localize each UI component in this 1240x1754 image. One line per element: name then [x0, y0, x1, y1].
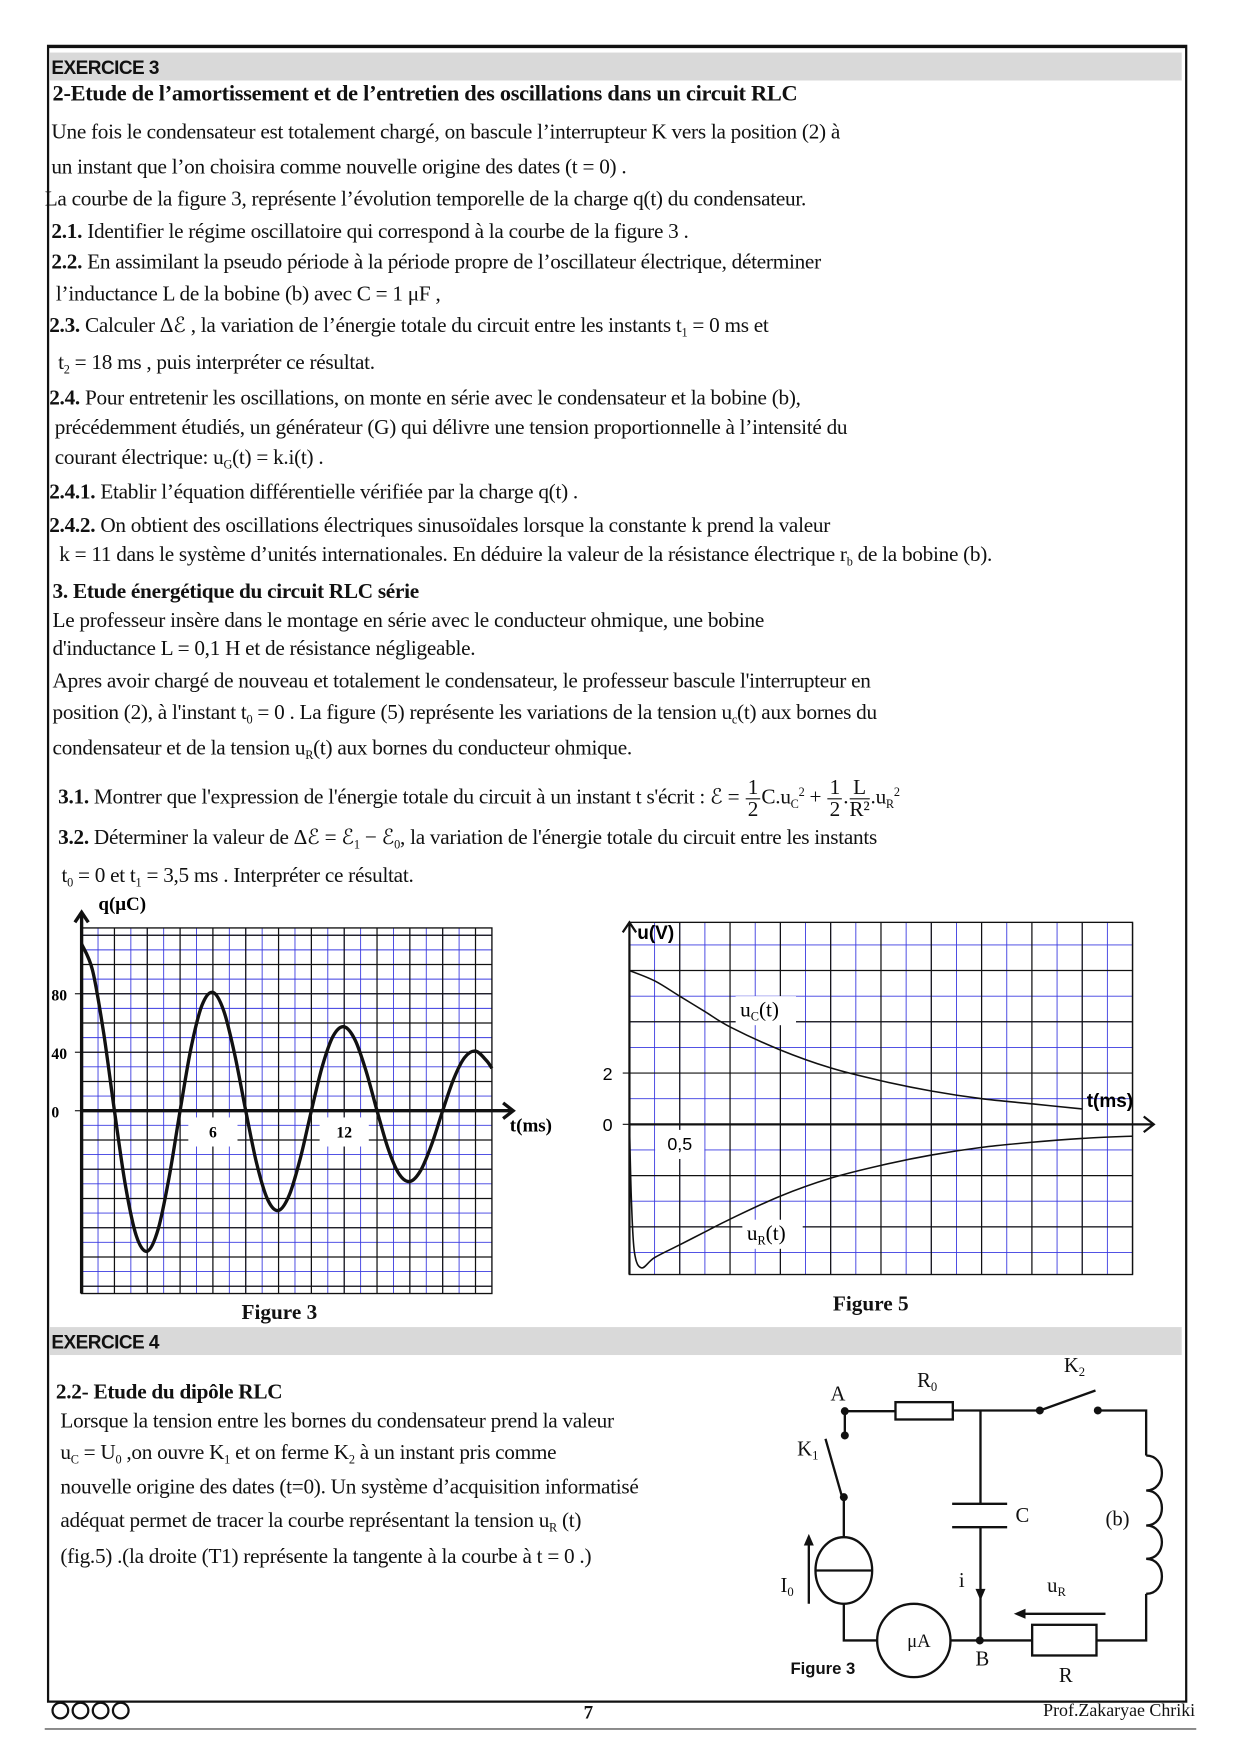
text-segment: b: [846, 555, 853, 570]
sa-icon: [112, 1702, 130, 1720]
text-segment: précédemment étudiés, un générateur (G) qui délivre une tension proportionnelle à l’intensité du: [54, 415, 848, 440]
text-segment: 2: [893, 785, 900, 800]
y-axis-label: q(μC): [98, 894, 147, 916]
text-segment: = 0 ms et: [687, 314, 769, 338]
text-segment: R: [305, 749, 314, 763]
text-segment: G: [223, 458, 233, 472]
text-segment: (t) = k.i(t) .: [232, 446, 324, 470]
text-segment: En assimilant la pseudo période à la période propre de l’oscillateur électrique, déterminer: [82, 250, 821, 274]
y-axis-label: u(V): [637, 923, 675, 945]
figure5-caption: Figure 5: [832, 1292, 909, 1316]
figure3-caption: Figure 3: [241, 1301, 318, 1325]
text-segment: courant électrique: u: [54, 446, 224, 470]
text-segment: = 18 ms , puis interpréter ce résultat.: [69, 351, 375, 375]
text-segment: C: [70, 1453, 79, 1467]
cc-icon: [51, 1702, 69, 1720]
x-tick-label: 0,5: [667, 1134, 693, 1155]
label-k2: K2: [1063, 1355, 1086, 1380]
text-segment: u: [60, 1441, 71, 1465]
series-label-part: u: [746, 1220, 758, 1245]
text-line: [60, 1476, 638, 1501]
y-tick-label: 0: [602, 1115, 613, 1136]
circuit-caption: Figure 3: [790, 1658, 856, 1678]
question-number: 2.2- Etude du dipôle RLC: [55, 1380, 283, 1405]
text-segment: d'inductance L = 0,1 H et de résistance négligeable.: [52, 637, 476, 661]
question-number: 3.1.: [58, 785, 89, 810]
question-number: 2.4.: [49, 386, 80, 411]
label-i0: I0: [780, 1575, 794, 1600]
circuit-diagram: [780, 1340, 1180, 1700]
series-label-part: u: [740, 997, 751, 1022]
by-icon: [92, 1702, 110, 1720]
exercise3-header: EXERCICE 3: [49, 53, 1182, 81]
series-label-part: C: [750, 1009, 759, 1024]
label-r: R: [1058, 1665, 1073, 1688]
text-segment: 2: [348, 1453, 355, 1467]
license-icons: [51, 1702, 129, 1720]
text-segment: 1: [353, 838, 360, 852]
text-line: [60, 1410, 613, 1435]
text-segment: Déterminer la valeur de Δℰ = ℰ: [88, 826, 354, 850]
text-segment: .u: [870, 785, 886, 810]
text-segment: = 0 et t: [72, 864, 136, 888]
question-number: 2.2.: [51, 250, 83, 274]
text-segment: = 3,5 ms . Interpréter ce résultat.: [141, 864, 414, 888]
series-label-part: (t): [765, 1220, 786, 1245]
text-segment: et on ferme K: [230, 1441, 349, 1465]
y-tick-label: 2: [602, 1063, 613, 1084]
label-ammeter: μA: [907, 1631, 931, 1653]
text-segment: 0: [246, 713, 253, 727]
text-line: [60, 1441, 556, 1466]
label-ur: uR: [1047, 1575, 1066, 1600]
series-label: [747, 1221, 786, 1247]
x-tick-label: 6: [208, 1124, 217, 1142]
text-segment: Une fois le condensateur est totalement chargé, on bascule l’interrupteur K vers la position (2) à: [51, 120, 841, 145]
question-number: 2.4.1.: [49, 480, 96, 505]
text-segment: , la variation de l'énergie totale du circuit entre les instants: [400, 826, 877, 850]
text-segment: condensateur et de la tension u: [52, 736, 306, 761]
text-segment: Identifier le régime oscillatoire qui correspond à la courbe de la figure 3 .: [82, 220, 689, 244]
text-segment: Calculer Δℰ , la variation de l’énergie totale du circuit entre les instants t: [79, 314, 682, 338]
resistor-r: [1032, 1625, 1096, 1656]
fraction-part: R²: [849, 798, 870, 822]
text-segment: R: [549, 1521, 557, 1536]
resistor-r0: [895, 1402, 952, 1419]
x-axis-label: t(ms): [509, 1115, 553, 1137]
text-segment: .: [843, 785, 849, 810]
text-segment: La courbe de la figure 3, représente l’évolution temporelle de la charge q(t) du condensateur.: [44, 187, 807, 212]
text-segment: t: [58, 351, 64, 375]
fraction-part: 1: [827, 777, 842, 799]
label-r0: R0: [917, 1370, 938, 1395]
text-segment: C.u: [761, 785, 791, 810]
author: Prof.Zakaryae Chriki: [1043, 1701, 1196, 1721]
question-number: 2.3.: [49, 314, 80, 338]
series-qt: [82, 944, 492, 1251]
label-c: C: [1015, 1505, 1030, 1528]
question-number: 3.2.: [58, 826, 89, 850]
text-segment: 1: [135, 876, 142, 890]
text-segment: (fig.5) .(la droite (T1) représente la tangente à la courbe à t = 0 .): [60, 1545, 592, 1569]
text-segment: Apres avoir chargé de nouveau et totalement le condensateur, le professeur bascule l'interrupteur en: [52, 669, 871, 694]
label-b: B: [975, 1648, 990, 1671]
text-segment: Etablir l’équation différentielle vérifiée par la charge q(t) .: [95, 480, 578, 505]
y-tick-label: 0: [51, 1104, 60, 1122]
text-segment: 0: [67, 876, 73, 890]
nc-icon: [72, 1702, 90, 1720]
text-line: [60, 1509, 581, 1534]
text-segment: c: [731, 713, 738, 727]
label-coil: (b): [1105, 1508, 1130, 1531]
text-segment: 2: [63, 363, 70, 377]
x-axis-label: t(ms): [1086, 1090, 1134, 1112]
footer-rule: [45, 1728, 1197, 1729]
text-segment: Pour entretenir les oscillations, on monte en série avec le condensateur et la bobine (b),: [79, 386, 801, 411]
text-segment: = U: [78, 1441, 116, 1465]
current-arrow-icon: [975, 1589, 985, 1601]
text-segment: 1: [681, 326, 688, 340]
capacitor-c: [952, 1410, 1007, 1640]
text-segment: nouvelle origine des dates (t=0). Un système d’acquisition informatisé: [60, 1475, 639, 1500]
fraction-part: 2: [829, 798, 840, 822]
text-segment: On obtient des oscillations électriques sinusoïdales lorsque la constante k prend la valeur: [95, 514, 830, 538]
x-tick-label: 12: [336, 1124, 353, 1142]
question-number: 2.4.2.: [49, 514, 96, 538]
text-segment: = 0 . La figure (5) représente les variations de la tension u: [252, 700, 732, 725]
text-line: [60, 1545, 591, 1570]
wire-top-left: [845, 1410, 1146, 1640]
series-label-part: R: [757, 1233, 766, 1248]
series-label-part: (t): [758, 997, 779, 1022]
question-number: 2.1.: [51, 220, 83, 244]
text-segment: Le professeur insère dans le montage en série avec le conducteur ohmique, une bobine: [52, 609, 764, 633]
text-segment: 0: [115, 1453, 122, 1467]
text-segment: adéquat permet de tracer la courbe représentant la tension u: [60, 1509, 550, 1533]
text-segment: +: [804, 785, 827, 810]
text-segment: 0: [394, 838, 401, 852]
label-i: i: [958, 1570, 965, 1593]
text-segment: (t) aux bornes du conducteur ohmique.: [313, 736, 632, 761]
label-a: A: [830, 1383, 846, 1406]
coil-b: [1146, 1455, 1162, 1593]
text-segment: position (2), à l'instant t: [52, 700, 247, 725]
text-segment: − ℰ: [359, 826, 395, 850]
fraction-part: 2: [747, 798, 759, 822]
text-segment: un instant que l’on choisira comme nouvelle origine des dates (t = 0) .: [51, 155, 627, 179]
fraction-part: L: [849, 777, 869, 799]
label-k1: K1: [797, 1438, 819, 1463]
switch-k2: [1040, 1390, 1096, 1410]
y-tick-label: 80: [51, 987, 68, 1005]
text-segment: 2: [798, 785, 805, 800]
text-segment: R: [885, 798, 894, 812]
text-segment: (t) aux bornes du: [737, 700, 877, 725]
section-title: 2-Etude de l’amortissement et de l’entretien des oscillations dans un circuit RLC: [52, 81, 798, 107]
text-segment: k = 11 dans le système d’unités internationales. En déduire la valeur de la résistance électrique r: [59, 543, 847, 567]
series-label: [740, 997, 779, 1023]
text-segment: l’inductance L de la bobine (b) avec C = 1 μF ,: [55, 282, 441, 307]
text-segment: (t): [556, 1509, 582, 1533]
fraction-part: 1: [745, 777, 760, 799]
page-number: 7: [583, 1701, 594, 1723]
text-segment: Lorsque la tension entre les bornes du condensateur prend la valeur: [60, 1409, 614, 1434]
text-segment: de la bobine (b).: [852, 543, 993, 567]
y-tick-label: 40: [51, 1045, 68, 1063]
switch-k1: [825, 1439, 842, 1497]
text-segment: 1: [224, 1453, 231, 1467]
text-segment: Montrer que l'expression de l'énergie totale du circuit à un instant t s'écrit : ℰ =: [88, 785, 745, 810]
text-segment: t: [61, 864, 68, 888]
text-segment: ,on ouvre K: [121, 1441, 225, 1465]
text-segment: C: [790, 798, 799, 812]
wire-left: [844, 1411, 980, 1640]
text-line: [56, 1381, 282, 1406]
exercise4-header: EXERCICE 4: [49, 1327, 1182, 1355]
text-segment: à un instant pris comme: [354, 1441, 557, 1465]
question-number: 3. Etude énergétique du circuit RLC série: [52, 580, 419, 604]
